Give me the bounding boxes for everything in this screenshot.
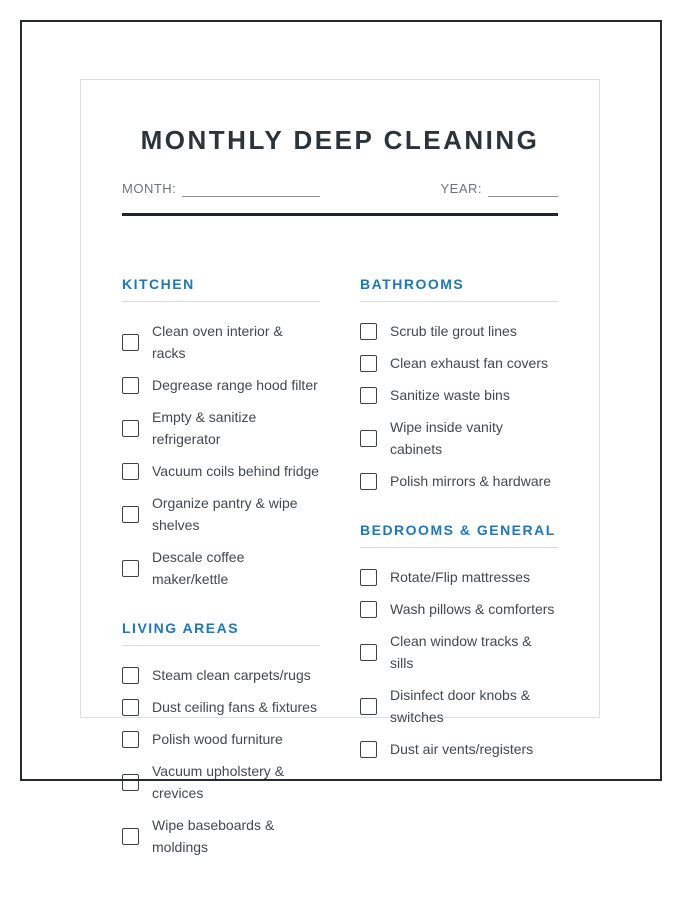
year-field	[440, 180, 558, 197]
checkbox[interactable]	[360, 569, 377, 586]
checkbox[interactable]	[122, 828, 139, 845]
item-label: Vacuum coils behind fridge	[152, 463, 320, 479]
checklist-item	[122, 728, 320, 750]
checklist-item	[122, 546, 320, 590]
checklist-item	[122, 460, 320, 482]
checklist-item	[122, 760, 320, 804]
item-label: Scrub tile grout lines	[390, 323, 517, 339]
section-kitchen	[122, 276, 320, 590]
checkbox[interactable]	[122, 334, 139, 351]
checkbox[interactable]	[360, 601, 377, 618]
checkbox[interactable]	[122, 774, 139, 791]
checklist-item	[360, 352, 558, 374]
item-label: Wipe baseboards & moldings	[152, 817, 275, 855]
column-right	[360, 276, 558, 868]
month-blank-line[interactable]	[182, 180, 320, 197]
checklist-item	[360, 320, 558, 342]
item-label: Steam clean carpets/rugs	[152, 667, 311, 683]
item-label: Dust air vents/registers	[390, 741, 534, 757]
section-heading: LIVING AREAS	[122, 620, 320, 646]
checklist-item	[122, 664, 320, 686]
checklist-item	[122, 696, 320, 718]
item-label: Wash pillows & comforters	[390, 601, 555, 617]
checklist-columns	[122, 276, 558, 868]
checklist-item	[122, 814, 320, 858]
checkbox[interactable]	[122, 420, 139, 437]
month-field	[122, 180, 320, 197]
year-label: YEAR:	[440, 181, 482, 196]
section-bathrooms	[360, 276, 558, 492]
item-label: Wipe inside vanity cabinets	[390, 419, 503, 457]
checkbox[interactable]	[360, 323, 377, 340]
checklist-card	[80, 79, 600, 855]
checkbox[interactable]	[122, 667, 139, 684]
item-label: Polish mirrors & hardware	[390, 473, 552, 489]
checkbox[interactable]	[360, 430, 377, 447]
checkbox[interactable]	[122, 731, 139, 748]
card-content	[81, 124, 599, 868]
checkbox[interactable]	[360, 387, 377, 404]
checkbox[interactable]	[360, 355, 377, 372]
checklist-item	[122, 320, 320, 364]
item-label: Organize pantry & wipe shelves	[152, 495, 298, 533]
checklist-item	[122, 492, 320, 536]
item-label: Rotate/Flip mattresses	[390, 569, 531, 585]
checklist-item	[360, 566, 558, 588]
checklist-item	[360, 470, 558, 492]
month-year-row	[122, 180, 558, 197]
checklist-item	[360, 684, 558, 728]
checkbox[interactable]	[360, 741, 377, 758]
item-label: Clean exhaust fan covers	[390, 355, 548, 371]
section-heading: BATHROOMS	[360, 276, 558, 302]
checklist-item	[360, 384, 558, 406]
item-label: Disinfect door knobs & switches	[390, 687, 531, 725]
checkbox[interactable]	[122, 560, 139, 577]
checkbox[interactable]	[360, 473, 377, 490]
page-title: MONTHLY DEEP CLEANING	[140, 125, 540, 155]
checklist-item	[122, 374, 320, 396]
checkbox[interactable]	[360, 644, 377, 661]
checkbox[interactable]	[122, 699, 139, 716]
checkbox[interactable]	[360, 698, 377, 715]
checklist-item	[122, 406, 320, 450]
month-label: MONTH:	[122, 181, 177, 196]
column-left	[122, 276, 320, 868]
item-label: Degrease range hood filter	[152, 377, 318, 393]
checkbox[interactable]	[122, 463, 139, 480]
section-living-areas	[122, 620, 320, 858]
item-label: Dust ceiling fans & fixtures	[152, 699, 317, 715]
divider-rule	[122, 213, 558, 216]
checklist-item	[360, 738, 558, 760]
item-label: Empty & sanitize refrigerator	[152, 409, 257, 447]
checkbox[interactable]	[122, 506, 139, 523]
checklist-item	[360, 630, 558, 674]
item-label: Clean window tracks & sills	[390, 633, 532, 671]
item-label: Vacuum upholstery & crevices	[152, 763, 285, 801]
section-bedrooms-general	[360, 522, 558, 760]
year-blank-line[interactable]	[488, 180, 558, 197]
checklist-item	[360, 416, 558, 460]
item-label: Polish wood furniture	[152, 731, 283, 747]
checkbox[interactable]	[122, 377, 139, 394]
item-label: Descale coffee maker/kettle	[152, 549, 245, 587]
item-label: Sanitize waste bins	[390, 387, 510, 403]
section-heading: BEDROOMS & GENERAL	[360, 522, 558, 548]
checklist-item	[360, 598, 558, 620]
section-heading: KITCHEN	[122, 276, 320, 302]
item-label: Clean oven interior & racks	[152, 323, 283, 361]
